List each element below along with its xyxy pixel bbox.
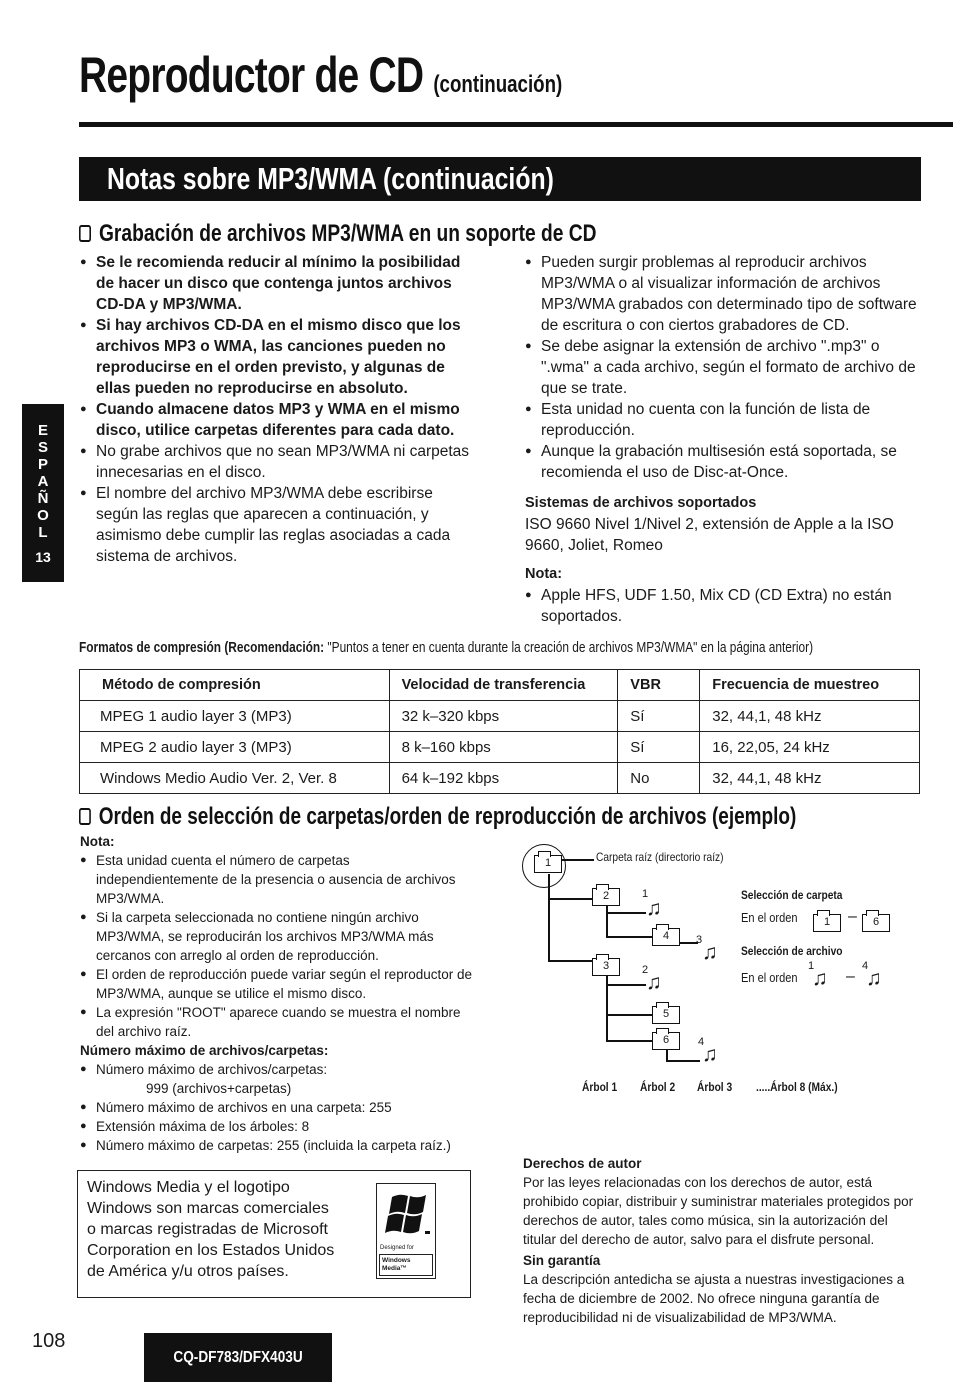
table-cell: 32 k–320 kbps <box>389 701 618 732</box>
file-selection-order: En el orden <box>741 970 798 985</box>
folder-icon: 4 <box>652 928 680 946</box>
file-selection-heading: Selección de archivo <box>741 944 843 958</box>
order-marker: 3 <box>696 934 703 946</box>
side-tab-letter: S <box>37 439 48 456</box>
table-header: Frecuencia de muestreo <box>700 670 920 701</box>
table-cell: Windows Medio Audio Ver. 2, Ver. 8 <box>80 763 390 794</box>
order-marker: 1 <box>642 888 649 900</box>
table-header: VBR <box>618 670 700 701</box>
tree-line <box>606 984 646 986</box>
filesystems-heading: Sistemas de archivos soportados <box>525 495 757 511</box>
list-item: ● Aunque la grabación multisesión está soportada, se recomienda el uso de Disc-at-Once. <box>525 441 921 483</box>
leader-line <box>562 859 594 861</box>
warranty-text: La descripción antedicha se ajusta a nuestras investigaciones a fecha de diciembre de 2002. No ofrece ninguna garantía de reproducibilidad ni de visualizabilidad de MP3/WMA. <box>523 1272 905 1325</box>
section-banner-title: Notas sobre MP3/WMA (continuación) <box>107 161 554 196</box>
table-cell: MPEG 1 audio layer 3 (MP3) <box>80 701 390 732</box>
range-dash: – <box>848 908 857 925</box>
warranty-heading: Sin garantía <box>523 1253 601 1268</box>
tree-line <box>666 1050 668 1060</box>
order-marker: 2 <box>642 964 649 976</box>
list-item-value: 999 (archivos+carpetas) <box>146 1081 292 1096</box>
table-header: Método de compresión <box>80 670 390 701</box>
table-cell: Sí <box>618 701 700 732</box>
list-item: ● Esta unidad no cuenta con la función de lista de reproducción. <box>525 399 921 441</box>
logo-wordmark: Media™ <box>382 1265 407 1272</box>
recording-right-column <box>525 252 921 627</box>
folder-icon: 1 <box>534 855 562 873</box>
list-item: ● El orden de reproducción puede variar según el reproductor de MP3/WMA, aunque se utilice el mismo disco. <box>80 965 474 1003</box>
table-cell: 16, 22,05, 24 kHz <box>700 732 920 763</box>
formats-label: Formatos de compresión (Recomendación: "Puntos a tener en cuenta durante la creación de archivos MP3/WMA" en la página anterior) <box>79 640 814 656</box>
note-heading: Nota: <box>525 566 563 582</box>
tree-label: Árbol 1 <box>582 1080 618 1094</box>
order-marker: 4 <box>698 1036 705 1048</box>
order-left-column <box>80 832 474 1155</box>
tree-line <box>606 912 646 914</box>
legal-notes <box>523 1154 920 1327</box>
order-marker: 1 <box>808 960 815 972</box>
list-item: ● Pueden surgir problemas al reproducir archivos MP3/WMA o al visualizar información de archivos MP3/WMA grabados con determinado tipo de software de escritura o con ciertos grabadores de CD. <box>525 252 921 336</box>
tree-line <box>606 936 652 938</box>
checkbox-square-icon <box>79 225 91 242</box>
table-row <box>80 763 920 794</box>
folder-icon: 1 <box>813 914 841 932</box>
logo-wordmark-box <box>379 1254 433 1276</box>
folder-icon: 3 <box>592 958 620 976</box>
music-file-icon: ♫ <box>812 967 828 990</box>
copyright-heading: Derechos de autor <box>523 1156 642 1171</box>
list-item: ● El nombre del archivo MP3/WMA debe escribirse según las reglas que aparecen a continuación, y asimismo debe cumplir las reglas asociadas a cada sistema de archivos. <box>80 483 476 567</box>
copyright-text: Por las leyes relacionadas con los derechos de autor, está prohibido copiar, distribuir y suministrar materiales protegidos por derechos de autor, tales como música, sin la autorización del titular del derecho de autor, salvo para el disfrute personal. <box>523 1175 914 1247</box>
list-item: ● Si hay archivos CD-DA en el mismo disco que los archivos MP3 o WMA, las canciones pueden no reproducirse en el orden previsto, y algunas de ellas pueden no reproducirse en absoluto. <box>80 315 476 399</box>
folder-icon: 5 <box>652 1006 680 1024</box>
folder-icon: 2 <box>592 888 620 906</box>
list-item: ● Se le recomienda reducir al mínimo la posibilidad de hacer un disco que contenga juntos archivos CD-DA y MP3/WMA. <box>80 252 476 315</box>
max-heading: Número máximo de archivos/carpetas: <box>80 1043 329 1058</box>
title-rule <box>79 122 953 127</box>
list-item: ● Esta unidad cuenta el número de carpetas independientemente de la presencia o ausencia de archivos MP3/WMA. <box>80 851 474 908</box>
list-item: ● La expresión "ROOT" aparece cuando se muestra el nombre del archivo raíz. <box>80 1003 474 1041</box>
table-cell: 32, 44,1, 48 kHz <box>700 763 920 794</box>
windows-media-logo <box>376 1183 436 1279</box>
root-folder-label: Carpeta raíz (directorio raíz) <box>596 850 724 864</box>
list-item: ● Número máximo de archivos/carpetas: <box>80 1060 474 1079</box>
table-row <box>80 732 920 763</box>
side-tab-letter: L <box>38 524 48 541</box>
tree-label: Árbol 2 <box>640 1080 676 1094</box>
logo-wordmark: Windows <box>382 1257 411 1264</box>
list-item: ● Número máximo de carpetas: 255 (incluida la carpeta raíz.) <box>80 1136 474 1155</box>
tree-line <box>606 906 608 936</box>
tree-line <box>548 874 550 960</box>
music-file-icon: ♫ <box>702 941 718 964</box>
folder-selection-order: En el orden <box>741 910 798 925</box>
list-item: ● Apple HFS, UDF 1.50, Mix CD (CD Extra) no están soportados. <box>525 585 921 627</box>
table-cell: 32, 44,1, 48 kHz <box>700 701 920 732</box>
side-tab-letter: A <box>37 473 49 490</box>
compression-formats-table <box>79 669 920 794</box>
folder-selection-heading: Selección de carpeta <box>741 888 843 902</box>
trademark-box <box>77 1170 471 1298</box>
table-row <box>80 701 920 732</box>
recording-left-column <box>80 252 476 567</box>
side-tab-number: 13 <box>35 549 51 565</box>
page-title: Reproductor de CD (continuación) <box>79 47 563 103</box>
table-cell: 64 k–192 kbps <box>389 763 618 794</box>
side-tab-letter: P <box>37 456 48 473</box>
music-file-icon: ♫ <box>866 967 882 990</box>
logo-caption: Designed for <box>380 1245 415 1251</box>
table-header: Velocidad de transferencia <box>389 670 618 701</box>
model-badge: CQ-DF783/DFX403U <box>144 1333 332 1382</box>
checkbox-square-icon <box>79 808 91 825</box>
music-file-icon: ♫ <box>646 897 662 920</box>
side-tab-letter: O <box>37 507 49 524</box>
folder-icon: 6 <box>862 914 890 932</box>
tree-line <box>666 1060 700 1062</box>
page-number: 108 <box>32 1330 66 1352</box>
language-side-tab <box>22 404 64 582</box>
table-cell: Sí <box>618 732 700 763</box>
tree-label: Árbol 3 <box>697 1080 733 1094</box>
order-marker: 4 <box>862 960 869 972</box>
table-cell: 8 k–160 kbps <box>389 732 618 763</box>
list-item: ● Extensión máxima de los árboles: 8 <box>80 1117 474 1136</box>
tree-line <box>606 976 608 1040</box>
list-item: ● Se debe asignar la extensión de archivo ".mp3" o ".wma" a cada archivo, según el formato de archivo de que se trate. <box>525 336 921 399</box>
tree-label: .....Árbol 8 (Máx.) <box>756 1080 838 1094</box>
music-file-icon: ♫ <box>646 971 662 994</box>
tree-line <box>606 1040 652 1042</box>
note-heading: Nota: <box>80 834 115 849</box>
section-heading-order: Orden de selección de carpetas/orden de reproducción de archivos (ejemplo) <box>79 803 954 831</box>
section-heading-recording: Grabación de archivos MP3/WMA en un soporte de CD <box>79 220 726 248</box>
list-item: ● Número máximo de archivos en una carpeta: 255 <box>80 1098 474 1117</box>
table-cell: MPEG 2 audio layer 3 (MP3) <box>80 732 390 763</box>
list-item: ● No grabe archivos que no sean MP3/WMA ni carpetas innecesarias en el disco. <box>80 441 476 483</box>
table-header-row <box>80 670 920 701</box>
table-cell: No <box>618 763 700 794</box>
windows-flag-icon <box>378 1187 435 1242</box>
list-item: ● Cuando almacene datos MP3 y WMA en el mismo disco, utilice carpetas diferentes para cada dato. <box>80 399 476 441</box>
side-tab-letter: E <box>37 422 48 439</box>
trademark-text: Windows Media y el logotipo Windows son marcas comerciales o marcas registradas de Microsoft Corporation en los Estados Unidos de América y/u otros países. <box>87 1179 335 1280</box>
tree-line <box>548 960 592 962</box>
folder-tree-diagram <box>520 838 920 1098</box>
music-file-icon: ♫ <box>702 1043 718 1066</box>
range-dash: – <box>846 968 855 985</box>
side-tab-letter: Ñ <box>37 490 49 507</box>
list-item: ● Si la carpeta seleccionada no contiene ningún archivo MP3/WMA, se reproducirán los archivos MP3/WMA más cercanos con arreglo al orden de reproducción. <box>80 908 474 965</box>
page-subtitle: (continuación) <box>433 71 563 98</box>
tree-line <box>548 898 592 900</box>
folder-icon: 6 <box>652 1032 680 1050</box>
filesystems-text: ISO 9660 Nivel 1/Nivel 2, extensión de Apple a la ISO 9660, Joliet, Romeo <box>525 516 894 554</box>
tree-line <box>606 1014 652 1016</box>
